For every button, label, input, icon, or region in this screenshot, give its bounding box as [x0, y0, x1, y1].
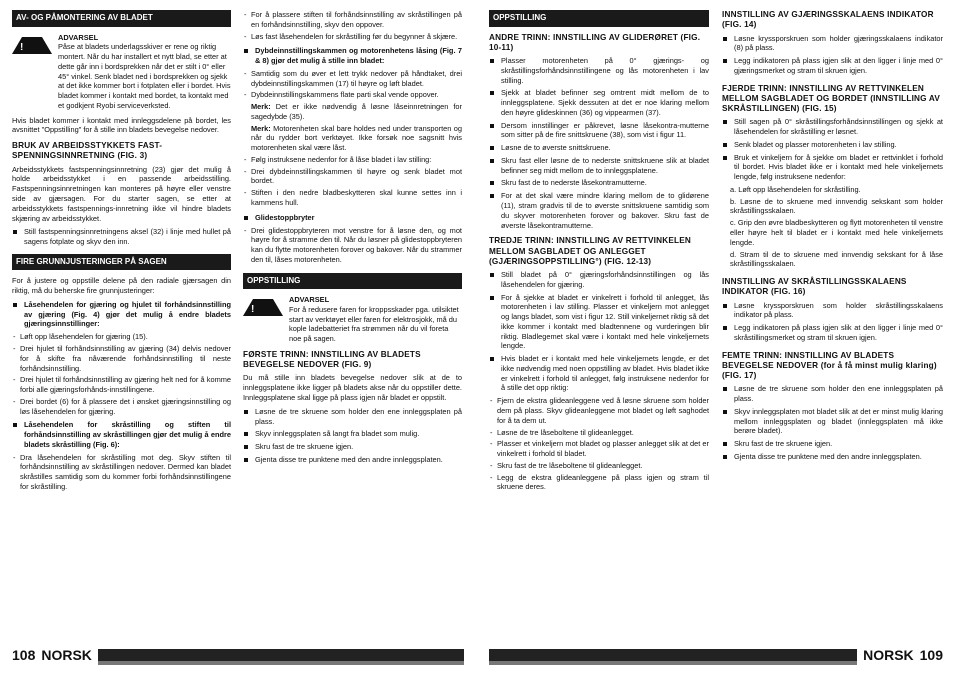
section-title: OPPSTILLING: [489, 10, 709, 27]
sub-item: - Løsne de tre låseboltene til glideanlegget.: [489, 428, 709, 438]
heading: FJERDE TRINN: INNSTILLING AV RETTVINKELEN MELLOM SAGBLADET OG BORDET (INNSTILLING AV SKRÅSTILLINGEN) (FIG. 15): [722, 83, 941, 114]
bullet-item: Dersom innstillinger er påkrevet, løsne låsekontra-mutterne som sitter på de fire snittskruene (38), som vist i figur 11.: [489, 121, 709, 141]
section-title: OPPSTILLING: [243, 273, 462, 290]
bullet-item: Skru fast eller løsne de to nederste snittskruene slik at bladet befinner seg midt mellom de to innleggsplatene.: [489, 156, 709, 176]
sub-item: - Drei hjulet til forhåndsinnstilling av gjæring (34) delvis nedover for å skifte fra nåværende forhåndsinnstilling til neste forhåndsinnstilling.: [12, 344, 231, 373]
bullet-item: Plasser motorenheten på 0° gjærings- og skråstillingsforhåndsinnstillingene og lås motorenheten i lav stilling.: [489, 56, 709, 85]
warning-icon: !: [12, 37, 52, 54]
heading: TREDJE TRINN: INNSTILLING AV RETTVINKELEN MELLOM SAGBLADET OG ANLEGGET (GJÆRINGSOPPSTILLING°) (FIG. 12-13): [489, 236, 691, 266]
sub-item: c. Grip den øvre bladbeskytteren og flytt motorenheten til venstre eller høyre helt til bladet er i kontakt med hele vinkeljernets lengde.: [730, 218, 943, 247]
column-4: [722, 10, 943, 465]
page-language: NORSK: [41, 646, 92, 663]
page-number: 109: [919, 646, 943, 663]
bullet-item: Legg indikatoren på plass igjen slik at den ligger i linje med 0° gjæringsmerket og stram til skruen igjen.: [722, 56, 943, 76]
sub-item: - Løs fast låsehendelen for skråstilling før du begynner å skjære.: [243, 32, 462, 42]
bullet-item: For at det skal være mindre klaring mellom de to glidørene (11), stram gradvis til de to øverste snittskruene samtidig som du skyver motorenheten forover og bakover. Skru fast de øverste låsekontramutterne.: [489, 191, 709, 230]
footer-right: [489, 646, 943, 663]
sub-item: - Drei hjulet til forhåndsinnstilling av gjæring helt ned for å komme forbi alle gjæringsforhånds-innstillingene.: [12, 375, 231, 395]
bullet-item: Gjenta disse tre punktene med den andre innleggsplaten.: [722, 452, 943, 462]
bullet-item: Løsne de tre skruene som holder den ene innleggsplaten på plass.: [722, 384, 943, 404]
sub-item: - Dybdeinnstillingskammens flate parti skal vende oppover.: [243, 90, 462, 100]
bullet-item: Glidestoppbryter: [243, 213, 462, 223]
bullet-item: Løsne kryssporskruen som holder gjæringsskalaens indikator (8) på plass.: [722, 34, 943, 54]
bullet-item: Still fastspenningsinnretningens aksel (32) i linje med hullet på sagens fotplate og skyv den inn.: [12, 227, 231, 247]
sub-item: - Dra låsehendelen for skråstilling mot deg. Skyv stiften til forhåndsinnstilling av skråstillingen nedover. Dermed kan bladet skråstilles samtidig som du kommer forbi forhåndsinnstillingene for skråstilling.: [12, 453, 231, 492]
sub-item: - Drei glidestoppbryteren mot venstre for å løsne den, og mot høyre for å stramme den til. Når du løsner på glidestoppbryteren kan du flytte motorenheten forover og bakover. Når du strammer den til, låses motorenheten.: [243, 226, 462, 265]
bullet-item: Skru fast de tre skruene igjen.: [722, 439, 943, 449]
bullet-item: Still sagen på 0° skråstillingsforhåndsinnstillingen og sjekk at låsehendelen for skråstilling er løsnet.: [722, 117, 943, 137]
sub-item: - For å plassere stiften til forhåndsinnstilling av skråstillingen på en forhåndsinnstilling, skyv den oppover.: [243, 10, 462, 30]
bullet-item: Låsehendelen for skråstilling og stiften til forhåndsinnstilling av skråstillingen gjør det mulig å endre bladets skråstilling (Fig. 6):: [12, 420, 231, 449]
column-2: [243, 10, 462, 468]
page-number: 108: [12, 646, 36, 663]
paragraph: Hvis bladet kommer i kontakt med innleggsdelene på bordet, les avsnittet "Oppstilling" for å stille inn bladets bevegelse nedover.: [12, 115, 231, 135]
sub-item: - Drei bordet (6) for å plassere det i ønsket gjæringsinnstilling og løs låsehendelen for gjæring.: [12, 397, 231, 417]
bullet-item: Hvis bladet er i kontakt med hele vinkeljernets lengde, er det ikke nødvendig med noen oppstilling av bladet. Hvis bladet ikke er vinkelrett i forhold til anlegget, følg instruksene nedenfor for å stille det opp riktig:: [489, 354, 709, 393]
section-title: FIRE GRUNNJUSTERINGER PÅ SAGEN: [12, 254, 231, 271]
warning-text: Påse at bladets underlagsskiver er rene og riktig montert. Når du har installert et nytt blad, se etter at dette går inn i bordsprekken når det er stilt i 0° eller 45° vinkel. Senk bladet ned i bordsprekken og sjekk at det ikke kommer bort i fotplaten eller i bordet. Hvis bladet kommer i kontakt med bordet, ta kontakt med et godkjent Ryobi serviceverksted.: [58, 42, 231, 110]
page-language: NORSK: [863, 646, 914, 663]
sub-item: - Skru fast de tre låseboltene til glideanlegget.: [489, 461, 709, 471]
heading: INNSTILLING AV GJÆRINGSSKALAENS INDIKATOR (FIG. 14): [722, 10, 934, 30]
sub-item: - Samtidig som du øver et lett trykk nedover på håndtaket, drei dybdeinnstillingskammen (17) til høyre og løft bladet.: [243, 69, 462, 89]
warning-box: [243, 295, 462, 344]
paragraph: Arbeidsstykkets fastspenningsinnretning (23) gjør det mulig å holde arbeidsstykket i en passende arbeidsstilling. Fastspenningsinnretningen kan monteres på høyre eller venstre side av gjærsagen. For du starter sagen, se etter at arbeidsstykkets fastspennings-innretning ikke vil hindre bladets skjæring av arbeidsstykket.: [12, 164, 231, 223]
bullet-item: Løsne de tre skruene som holder den ene innleggsplaten på plass.: [243, 407, 462, 427]
heading: ANDRE TRINN: INNSTILLING AV GLIDERØRET (FIG. 10-11): [489, 32, 701, 52]
bullet-item: Skyv innleggsplaten så langt fra bladet som mulig.: [243, 429, 462, 439]
warning-box: [12, 33, 231, 111]
footer-left: [12, 646, 464, 663]
bullet-item: Bruk et vinkeljern for å sjekke om bladet er rettvinklet i forhold til bordet. Hvis bladet ikke er i kontakt med hele vinkeljernets lengde, følg instruksene nedenfor:: [722, 153, 943, 182]
sub-item: d. Stram til de to skruene med innvendig sekskant for å låse skråstillingsskalaen.: [730, 249, 943, 269]
bullet-item: Gjenta disse tre punktene med den andre innleggsplaten.: [243, 455, 462, 465]
sub-item: b. Løsne de to skruene med innvendig sekskant som holder skråstillingsskalaen.: [730, 196, 943, 216]
paragraph: For å justere og oppstille delene på den radiale gjærsagen din riktig, må du beherske fire grunnjusteringer:: [12, 276, 231, 296]
bullet-item: Skru fast de tre skruene igjen.: [243, 442, 462, 452]
footer-bar: [98, 649, 464, 661]
bullet-item: Skyv innleggsplaten mot bladet slik at det er minst mulig klaring mellom innleggsplaten og bladet (innleggsplaten må ikke berøre bladet).: [722, 407, 943, 436]
bullet-item: Løsne kryssporskruen som holder skråstillingsskalaens indikator på plass.: [722, 301, 943, 321]
bullet-item: Dybdeinnstillingskammen og motorenhetens låsing (Fig. 7 & 8) gjør det mulig å stille inn bladet:: [243, 46, 462, 66]
sub-item: - Følg instruksene nedenfor for å låse bladet i lav stilling:: [243, 155, 462, 165]
bullet-item: For å sjekke at bladet er vinkelrett i forhold til anlegget, lås motorenheten i lav stilling. Plasser et vinkeljern mot anlegget og langs bladet, som vist i figur 12. Still vinkeljernet riktig så det ikke kommer i kontakt med bladtennene og vurderingen blir riktig. Bladlegemet skal være i kontakt med hele vinkeljernets lengde.: [489, 293, 709, 352]
note: Merk: Motorenheten skal bare holdes ned under transporten og når du rydder bort verktøyet. Ikke forsøk noe sagsnitt hvis motorenheten skal være låst.: [251, 123, 462, 153]
sub-item: a. Løft opp låsehendelen for skråstilling.: [730, 184, 861, 194]
column-1: [12, 10, 231, 494]
bullet-item: Senk bladet og plasser motorenheten i lav stilling.: [722, 140, 943, 150]
sub-item: - Fjern de ekstra glideanleggene ved å løsne skruene som holder dem på plass. Skyv glideanleggene mot bladet og løft saghodet for å ta dem ut.: [489, 396, 709, 425]
sub-item: - Legg de ekstra glideanleggene på plass igjen og stram til skruene deres.: [489, 473, 709, 493]
sub-item: - Drei dybdeinnstillingskammen til høyre og senk bladet mot bordet.: [243, 167, 462, 187]
bullet-item: Skru fast de to nederste låsekontramutterne.: [489, 178, 709, 188]
bullet-item: Still bladet på 0° gjæringsforhåndsinnstillingen og lås låsehendelen for gjæring.: [489, 270, 709, 290]
heading: FEMTE TRINN: INNSTILLING AV BLADETS BEVEGELSE NEDOVER (for å få minst mulig klaring) (FIG. 17): [722, 350, 937, 381]
bullet-item: Løsne de to øverste snittskruene.: [489, 143, 709, 153]
warning-title: ADVARSEL: [289, 295, 330, 305]
warning-icon: !: [243, 299, 283, 316]
section-title: AV- OG PÅMONTERING AV BLADET: [12, 10, 231, 27]
footer-bar: [489, 649, 857, 661]
heading: FØRSTE TRINN: INNSTILLING AV BLADETS BEVEGELSE NEDOVER (FIG. 9): [243, 349, 421, 370]
warning-text: For å redusere faren for kroppsskader pga. utilsiktet start av verktøyet eller faren for elektrosjokk, må du kople ladebatteriet fra strømmen når du vil foreta noe på sagen.: [289, 304, 459, 344]
bullet-item: Sjekk at bladet befinner seg omtrent midt mellom de to innleggsplatene. Sjekk dessuten at det er noe klaring mellom den høyre glideskinnen (36) og vippearmen (37).: [489, 88, 709, 117]
sub-item: - Stiften i den nedre bladbeskytteren skal kunne settes inn i kammens hull.: [243, 188, 462, 208]
bullet-item: Legg indikatoren på plass igjen slik at den ligger i linje med 0° skråstillingsmerket og stram til skruen igjen.: [722, 323, 943, 343]
paragraph: Du må stille inn bladets bevegelse nedover slik at de to innleggsplatene ikke ligger på bladets akse når du oppstiller dette. Innleggsplatene skal ligge på plass igjen når bladet er oppstilt.: [243, 373, 462, 403]
sub-item: - Løft opp låsehendelen for gjæring (15).: [12, 332, 231, 342]
heading: BRUK AV ARBEIDSSTYKKETS FAST-SPENNINGSINNRETNING (FIG. 3): [12, 141, 163, 161]
heading: INNSTILLING AV SKRÅSTILLINGSSKALAENS INDIKATOR (FIG. 16): [722, 277, 907, 297]
warning-title: ADVARSEL: [58, 32, 99, 42]
column-3: [489, 10, 709, 494]
note: Merk: Det er ikke nødvendig å løsne låseinnretningen for sagedybde (35).: [251, 102, 462, 121]
sub-item: - Plasser et vinkeljern mot bladet og plasser anlegget slik at det er vinkelrett i forhold til bladet.: [489, 439, 709, 459]
bullet-item: Låsehendelen for gjæring og hjulet til forhåndsinnstilling av gjæring (Fig. 4) gjør det mulig å endre bladets gjæringsinnstillinger:: [12, 300, 231, 329]
